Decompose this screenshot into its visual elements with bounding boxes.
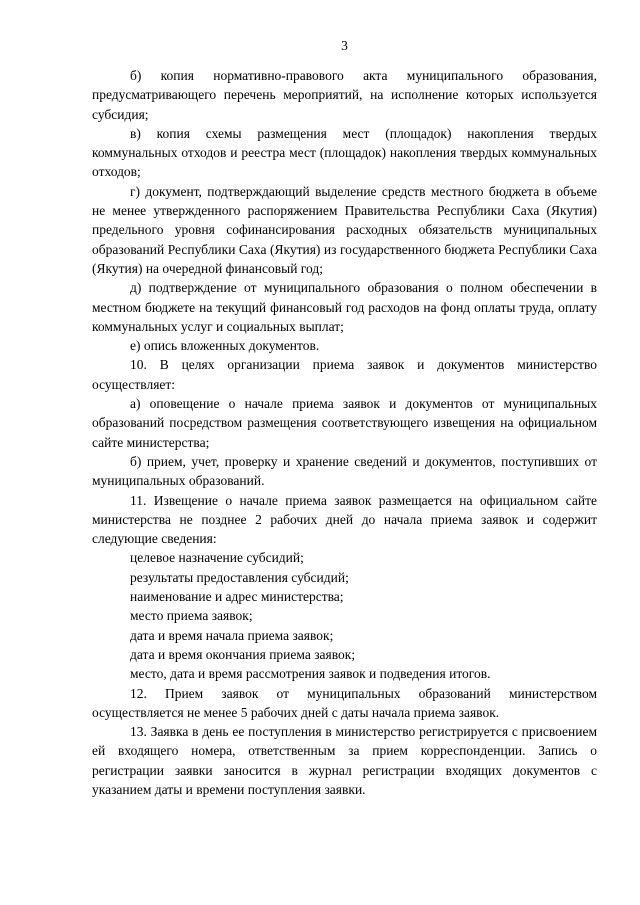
paragraph-12-reception-period: 12. Прием заявок от муниципальных образований министерством осуществляется не менее 5 рабочих дней с даты начала приема заявок. — [92, 685, 597, 720]
paragraph-g-local-budget-document: г) документ, подтверждающий выделение средств местного бюджета в объеме не менее утвержденного распоряжением Правительства Республики Саха (Якутия) предельного уровня софинансирования расходных обязательств муниципальных образований Республики Саха (Якутия) из государственного бюджета Республики Саха (Якутия) на очередной финансовый год; — [92, 183, 597, 276]
paragraph-10b-reception: б) прием, учет, проверку и хранение сведений и документов, поступивших от муниципальных образований. — [92, 453, 597, 489]
list-item-end-date: дата и время окончания приема заявок; — [130, 646, 356, 662]
paragraph-11-notice: 11. Извещение о начале приема заявок размещается на официальном сайте министерства не позднее 2 рабочих дней до начала приема заявок и содержит следующие сведения: — [92, 492, 597, 547]
list-item-reception-place: место приема заявок; — [130, 608, 253, 624]
paragraph-e-documents-inventory: е) опись вложенных документов. — [130, 338, 320, 354]
list-item-start-date: дата и время начала приема заявок; — [130, 627, 334, 643]
paragraph-b-regulatory-act-copy: б) копия нормативно-правового акта муниципального образования, предусматривающего перечень мероприятий, на исполнение которых используется субсидия; — [92, 68, 597, 122]
document-body — [92, 66, 597, 799]
list-item-ministry-address: наименование и адрес министерства; — [130, 589, 344, 605]
paragraph-10-ministry-duties: 10. В целях организации приема заявок и документов министерство осуществляет: — [92, 357, 597, 392]
list-item-results: результаты предоставления субсидий; — [130, 569, 349, 585]
paragraph-d-budget-confirmation: д) подтверждение от муниципального образования о полном обеспечении в местном бюджете на текущий финансовый год расходов на фонд оплаты труда, оплату коммунальных услуг и социальных выплат; — [92, 280, 597, 334]
list-item-review-date: место, дата и время рассмотрения заявок и подведения итогов. — [130, 666, 491, 682]
paragraph-10a-notification: а) оповещение о начале приема заявок и документов от муниципальных образований посредством размещения соответствующего извещения на официальном сайте министерства; — [92, 396, 597, 450]
paragraph-v-waste-sites-scheme: в) копия схемы размещения мест (площадок) накопления твердых коммунальных отходов и реестра мест (площадок) накопления твердых коммунальных отходов; — [92, 125, 597, 180]
page-number: 3 — [341, 38, 348, 53]
list-item-purpose: целевое назначение субсидий; — [130, 550, 304, 566]
paragraph-13-registration: 13. Заявка в день ее поступления в министерство регистрируется с присвоением ей входящего номера, ответственным за прием корреспонденции. Запись о регистрации заявки заносится в журнал регистрации входящих документов с указанием даты и времени поступления заявки. — [92, 724, 597, 797]
